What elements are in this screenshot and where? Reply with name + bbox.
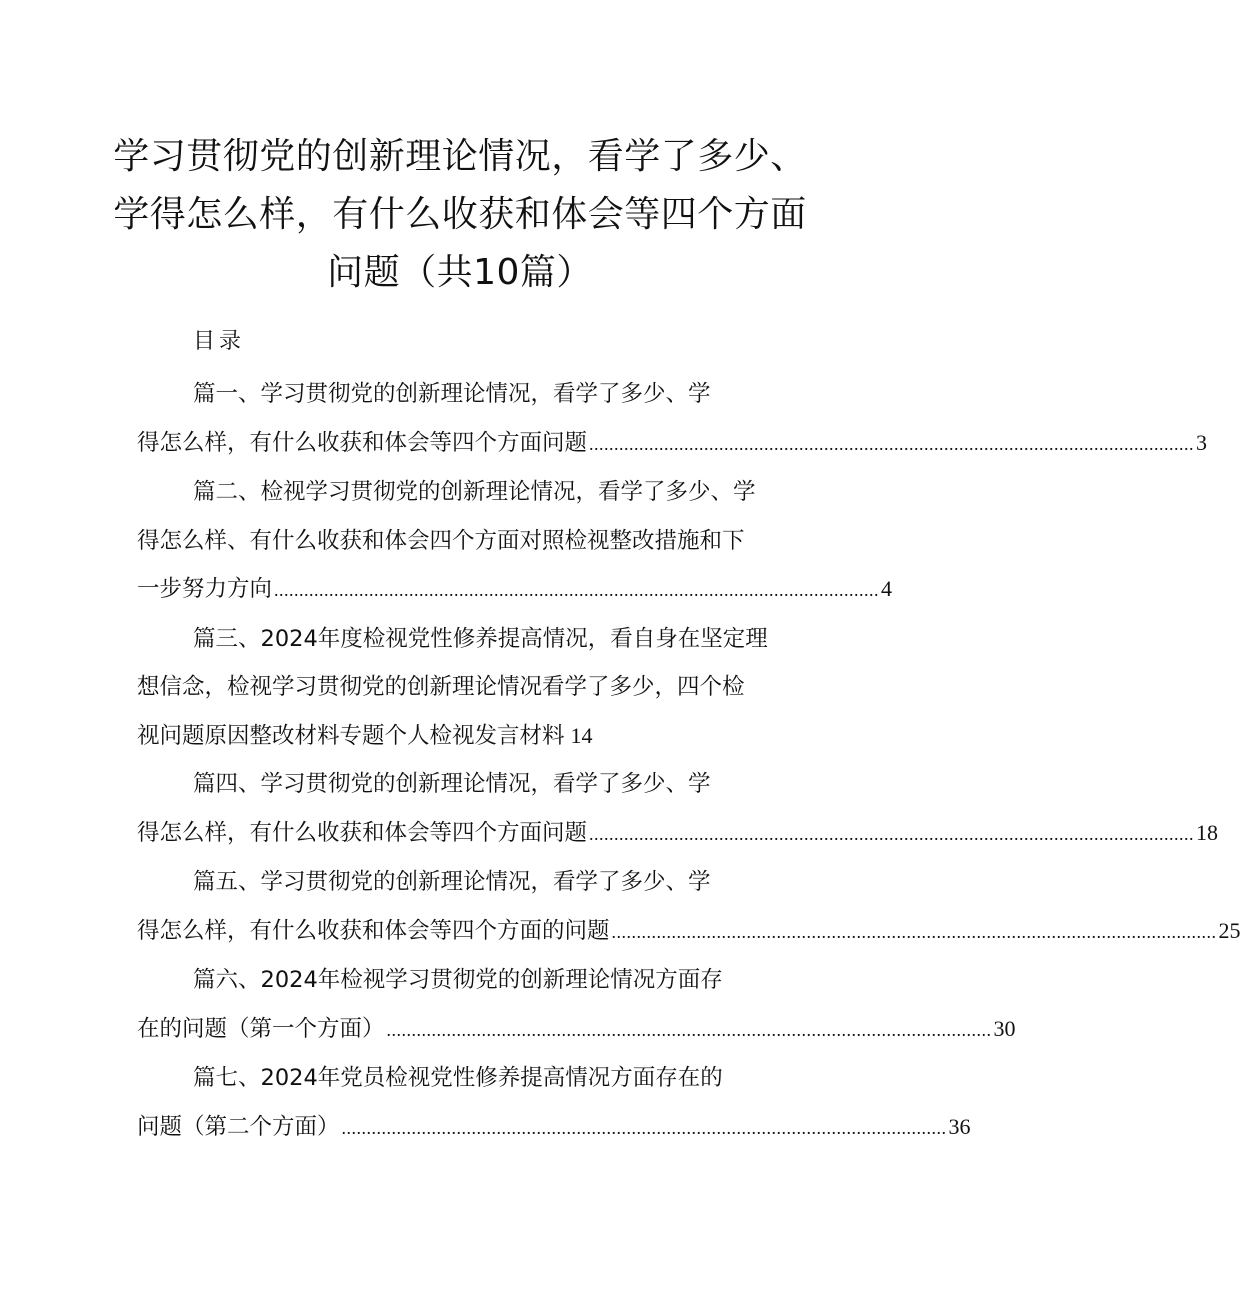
toc-entry-line: 想信念，检视学习贯彻党的创新理论情况看学了多少，四个检 (137, 674, 745, 700)
title-line-2: 学得怎么样，有什么收获和体会等四个方面 (113, 194, 807, 235)
toc-entry-line: 篇七、2024年党员检视党性修养提高情况方面存在的 (193, 1065, 723, 1091)
toc-entry[interactable] (137, 370, 1208, 468)
toc-entry-line: 得怎么样，有什么收获和体会等四个方面问题 (137, 819, 588, 846)
toc-entry[interactable] (137, 468, 893, 615)
toc-entry-line: 篇六、2024年检视学习贯彻党的创新理论情况方面存 (193, 967, 723, 993)
toc-entry[interactable] (137, 1054, 971, 1152)
toc-entry-line: 得怎么样，有什么收获和体会等四个方面的问题 (137, 917, 610, 944)
toc-entry-line: 得怎么样，有什么收获和体会等四个方面问题 (137, 429, 588, 456)
toc-entry[interactable] (137, 858, 1241, 956)
toc-page-number: 3 (1196, 429, 1208, 455)
toc-page-number: 25 (1218, 917, 1241, 943)
toc-page-number: 4 (881, 576, 893, 601)
toc-entry-line: 在的问题（第一个方面） (137, 1015, 385, 1042)
dot-leader: ......................................................................................................................... (341, 1117, 947, 1138)
title-line-3: 问题（共10篇） (327, 252, 593, 293)
toc-page-number: 14 (570, 722, 593, 748)
dot-leader: ......................................................................................................................... (589, 433, 1195, 454)
toc-entry-line: 一步努力方向 (137, 576, 273, 602)
toc-entry-line: 篇二、检视学习贯彻党的创新理论情况，看学了多少、学 (193, 479, 756, 505)
toc-entry-line: 篇三、2024年度检视党性修养提高情况，看自身在坚定理 (193, 625, 768, 652)
toc-entry-line: 篇一、学习贯彻党的创新理论情况，看学了多少、学 (193, 381, 711, 407)
table-of-contents (137, 370, 1241, 1152)
dot-leader: ......................................................................................................................... (274, 580, 880, 600)
dot-leader: ......................................................................................................................... (386, 1019, 992, 1040)
toc-entry-line: 视问题原因整改材料专题个人检视发言材料 (137, 722, 565, 749)
toc-entry-line: 篇五、学习贯彻党的创新理论情况，看学了多少、学 (193, 869, 711, 895)
toc-entry[interactable] (137, 615, 787, 761)
toc-entry[interactable] (137, 956, 1016, 1054)
dot-leader: ......................................................................................................................... (589, 823, 1195, 844)
toc-page-number: 36 (948, 1113, 971, 1139)
title-line-1: 学习贯彻党的创新理论情况，看学了多少、 (113, 136, 807, 177)
toc-entry-line: 篇四、学习贯彻党的创新理论情况，看学了多少、学 (193, 771, 711, 797)
toc-entry[interactable] (137, 760, 1219, 858)
toc-heading: 目录 (193, 329, 246, 354)
toc-entry-line: 得怎么样、有什么收获和体会四个方面对照检视整改措施和下 (137, 527, 745, 554)
dot-leader: ......................................................................................................................... (611, 921, 1217, 942)
document-title (110, 128, 810, 302)
toc-page-number: 18 (1196, 819, 1219, 845)
toc-entry-line: 问题（第二个方面） (137, 1113, 340, 1140)
toc-page-number: 30 (993, 1015, 1016, 1041)
